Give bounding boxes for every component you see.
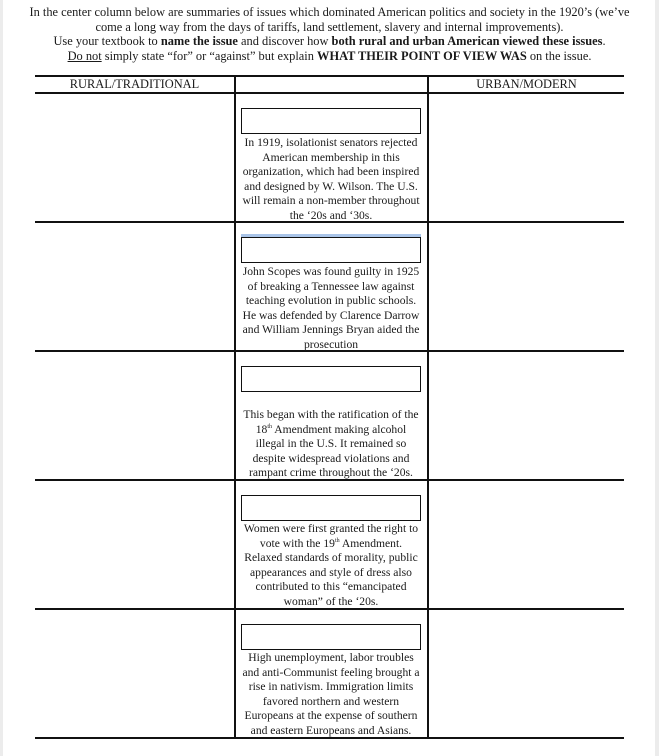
description-text: This began with the ratification of the 18 <box>243 408 419 436</box>
issue-description-3 <box>236 408 426 481</box>
issue-cell-4 <box>236 495 426 610</box>
instructions-text: and discover how <box>237 34 332 49</box>
instructions-bold-point-of-view: WHAT THEIR POINT OF VIEW WAS <box>317 48 527 63</box>
instructions-underline-do-not: Do not <box>67 48 102 63</box>
issue-description-4 <box>236 522 426 610</box>
header-rural-traditional: RURAL/TRADITIONAL <box>69 77 200 91</box>
description-text: Women were first granted the right to vote with the 19 <box>243 522 419 550</box>
ordinal-suffix: th <box>267 423 272 430</box>
description-text: Amendment making alcohol illegal in the U.S. It remained so despite widespread violations and rampant crime throughout the ‘20s. <box>249 422 413 480</box>
urban-answer-cell-1[interactable] <box>429 94 623 220</box>
instructions-text: Use your textbook to <box>53 34 161 49</box>
urban-answer-cell-3[interactable] <box>429 352 623 478</box>
page-edge-right <box>655 0 659 756</box>
issue-cell-1 <box>236 108 426 224</box>
issue-description-5: High unemployment, labor troubles and anti-Communist feeling brought a rise in nativism. Immigration limits favored northern and western Europeans at the expense of southern and eastern Europeans and Asians. <box>242 651 420 737</box>
instructions-text: . <box>602 34 606 49</box>
rural-answer-cell-2[interactable] <box>36 223 233 349</box>
instructions-text: simply state “for” or “against” but explain <box>101 48 318 63</box>
rural-answer-cell-5[interactable] <box>36 610 233 736</box>
instructions-line-4 <box>20 49 639 64</box>
issue-name-input-4[interactable] <box>241 495 421 521</box>
urban-answer-cell-4[interactable] <box>429 481 623 607</box>
urban-answer-cell-2[interactable] <box>429 223 623 349</box>
issue-description-1: In 1919, isolationist senators rejected American membership in this organization, which had been inspired and designed by W. Wilson. The U.S. will remain a non-member throughout the ‘20s and ‘30s. <box>242 136 420 222</box>
issue-cell-3 <box>236 366 426 481</box>
issue-name-input-1[interactable] <box>241 108 421 134</box>
issue-cell-5 <box>236 624 426 739</box>
instructions-bold-name-issue: name the issue <box>160 34 238 49</box>
rural-answer-cell-1[interactable] <box>36 94 233 220</box>
issue-name-input-3[interactable] <box>241 366 421 392</box>
issue-name-input-5[interactable] <box>241 624 421 650</box>
instructions-line-3 <box>20 34 639 49</box>
instructions-text: on the issue. <box>526 48 592 63</box>
issue-name-input-2[interactable] <box>241 237 421 263</box>
description-text: Amendment. Relaxed standards of morality, public appearances and style of dress also contributed to this “emancipated woman” of the ‘20s. <box>244 536 418 608</box>
page-edge-left <box>0 0 3 756</box>
rural-answer-cell-3[interactable] <box>36 352 233 478</box>
header-center <box>236 77 426 92</box>
ordinal-suffix: th <box>334 537 340 544</box>
rural-answer-cell-4[interactable] <box>36 481 233 607</box>
issue-cell-2 <box>236 237 426 353</box>
instructions-line-1: In the center column below are summaries of issues which dominated American politics and society in the 1920’s (we’ve come a long way from the days of tariffs, land settlement, slavery and internal improvements). <box>29 5 630 34</box>
urban-answer-cell-5[interactable] <box>429 610 623 736</box>
issue-description-2: John Scopes was found guilty in 1925 of breaking a Tennessee law against teaching evolution in public schools. He was defended by Clarence Darrow and William Jennings Bryan aided the prosecution <box>242 265 420 351</box>
instructions-bold-rural-urban: both rural and urban American viewed these issues <box>331 34 603 49</box>
header-urban-modern: URBAN/MODERN <box>476 77 577 91</box>
instructions <box>20 5 639 63</box>
